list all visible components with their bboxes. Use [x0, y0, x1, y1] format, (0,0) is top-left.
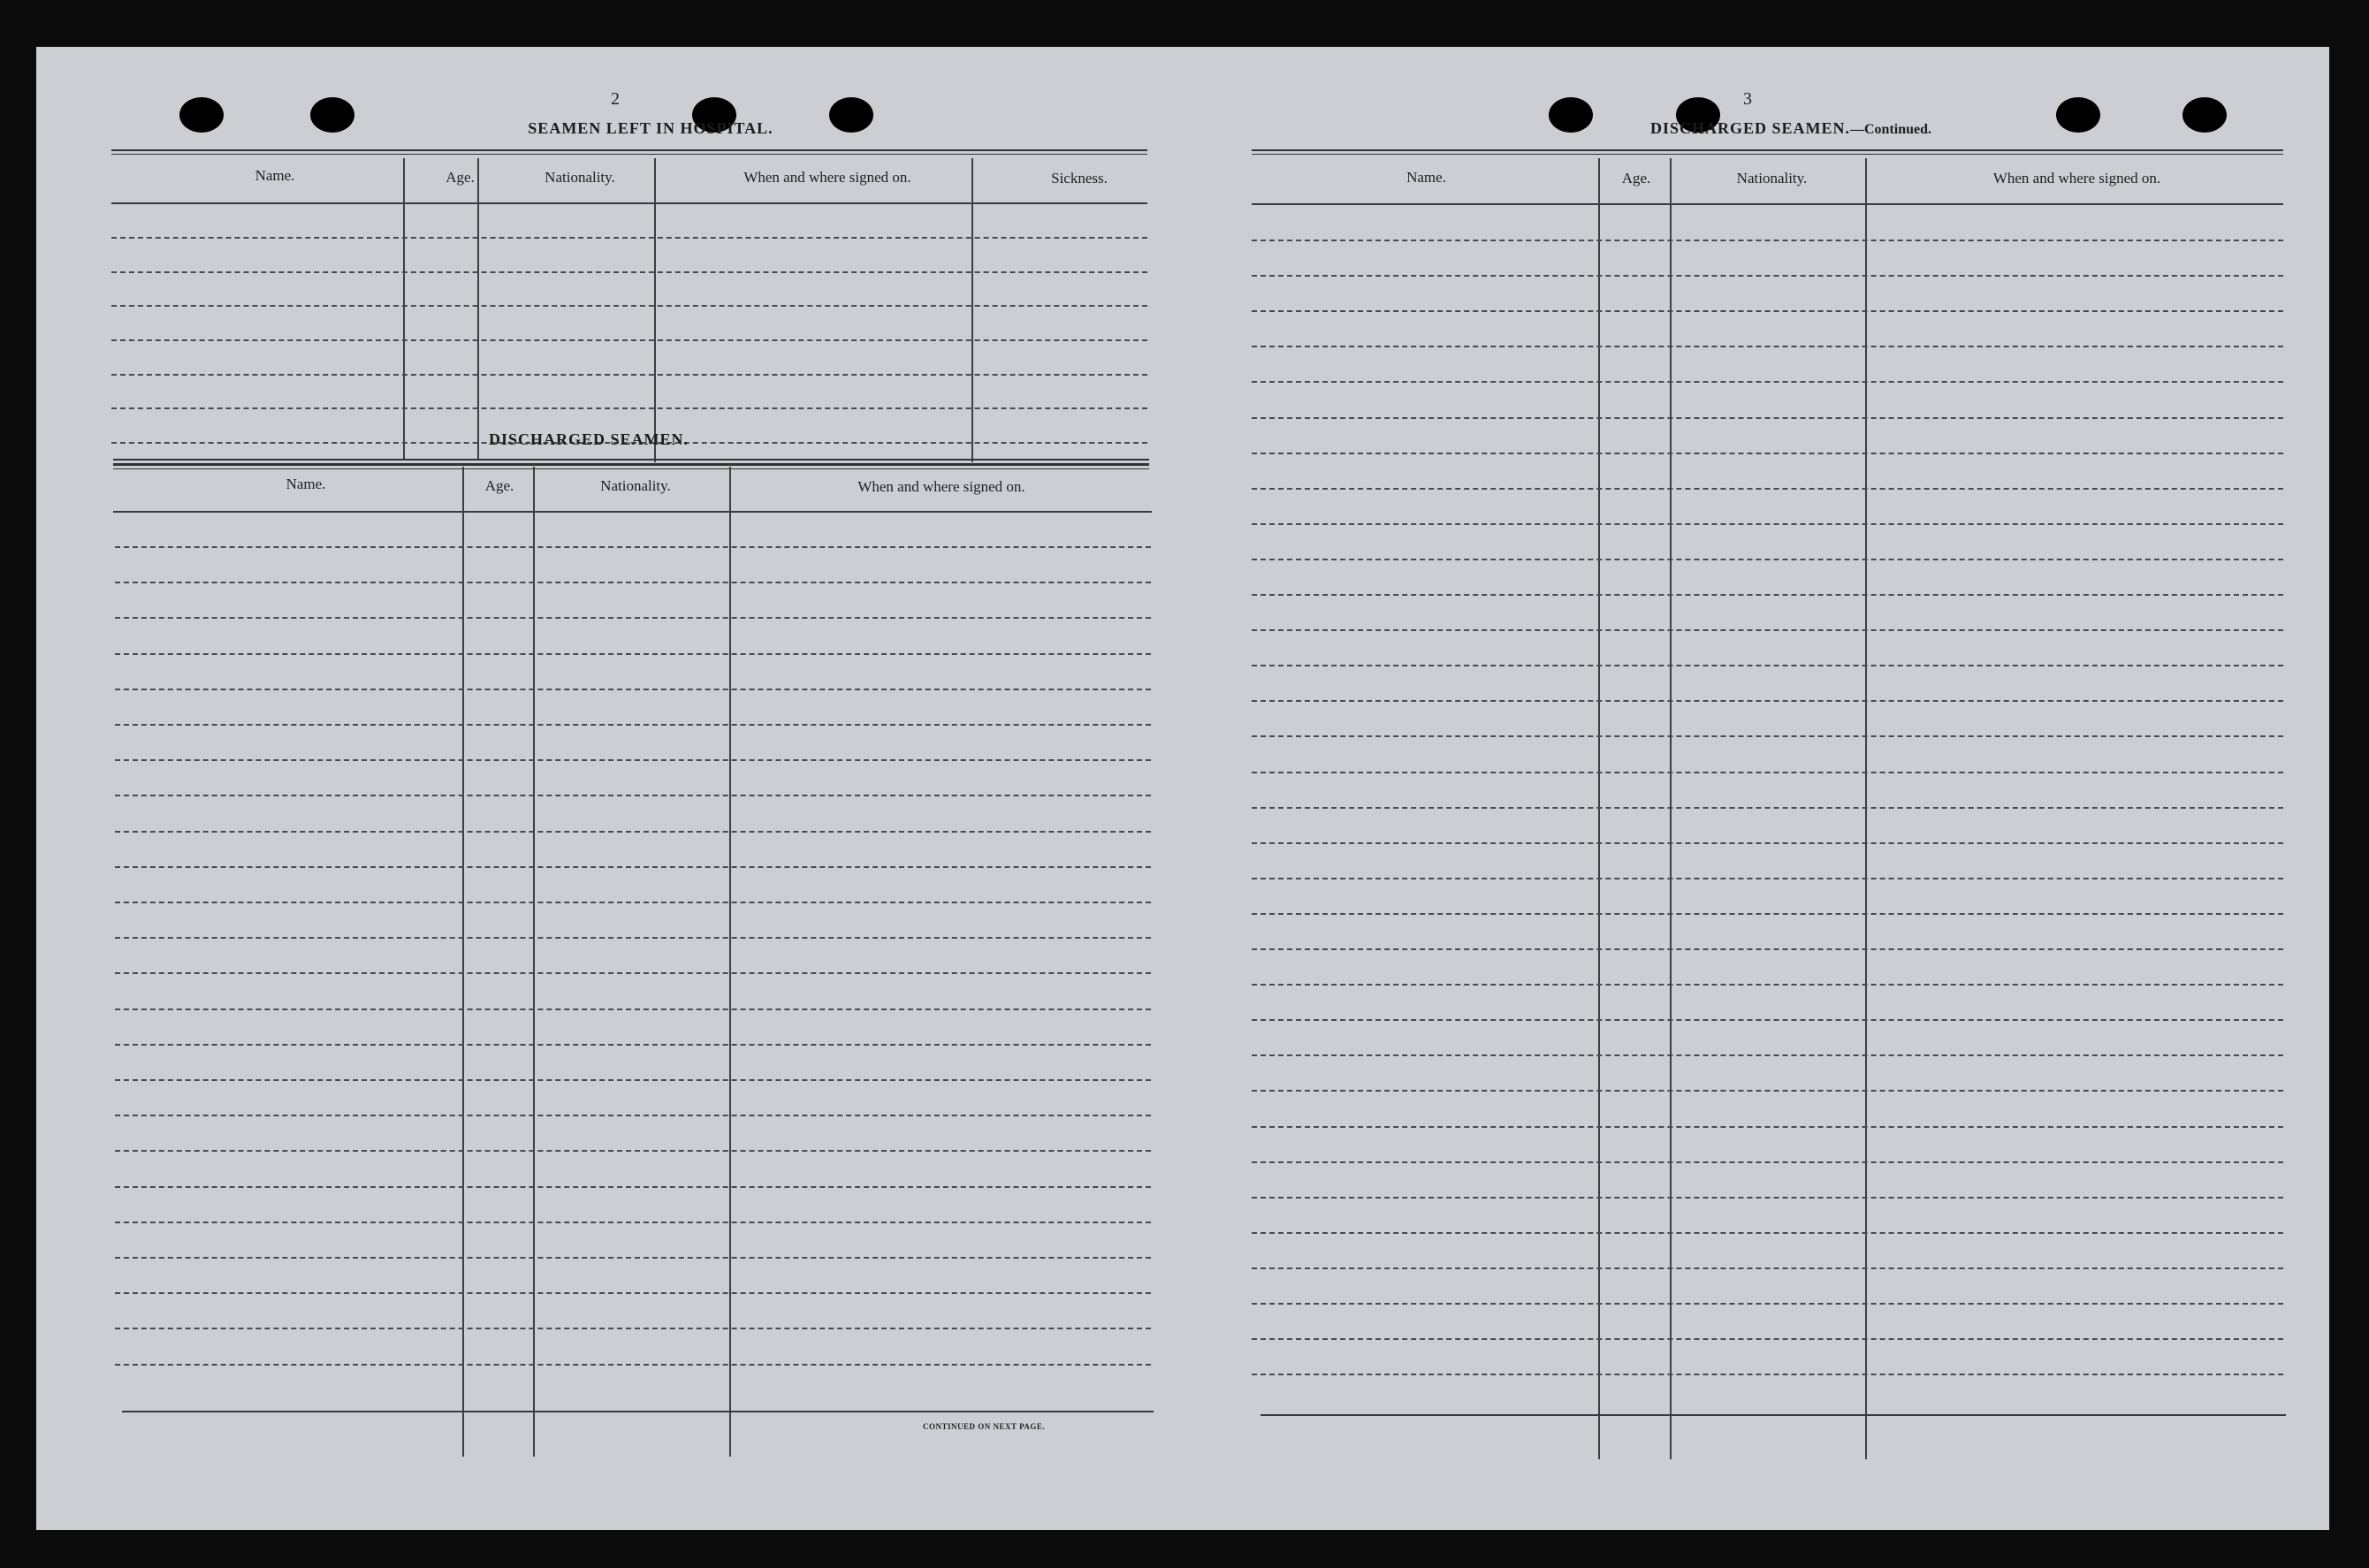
entry-line [115, 972, 1151, 974]
entry-line [115, 759, 1151, 761]
col-header-nationality: Nationality. [1736, 170, 1808, 186]
entry-line [1252, 735, 2283, 737]
entry-line [115, 653, 1151, 655]
entry-line [115, 617, 1151, 619]
entry-line [1252, 1267, 2283, 1269]
entry-line [1252, 381, 2283, 383]
entry-line [115, 1364, 1151, 1366]
entry-line [115, 1150, 1151, 1152]
top-rule [111, 149, 1147, 155]
discharged-section-title: DISCHARGED SEAMEN. [488, 430, 689, 448]
entry-line [1252, 807, 2283, 809]
column-divider [533, 467, 535, 1457]
entry-line [1252, 948, 2283, 950]
page-number: 2 [611, 89, 620, 109]
col-header-signed-on: When and where signed on. [857, 478, 1025, 495]
entry-line [1252, 913, 2283, 915]
entry-line [111, 271, 1147, 273]
col-header-name: Name. [255, 167, 295, 184]
entry-line [1252, 629, 2283, 631]
entry-line [1252, 1054, 2283, 1056]
entry-line [1252, 1090, 2283, 1092]
top-rule [1252, 149, 2283, 155]
section-rule [113, 464, 1149, 469]
entry-line [115, 1115, 1151, 1116]
header-rule [1252, 203, 2283, 205]
header-rule [113, 511, 1152, 513]
column-divider [654, 158, 656, 462]
bottom-rule [122, 1411, 1154, 1412]
entry-line [115, 1044, 1151, 1046]
punch-hole [310, 97, 354, 133]
entry-line [115, 582, 1151, 583]
entry-line [115, 795, 1151, 796]
entry-line [1252, 310, 2283, 312]
discharged-top-rule [113, 459, 1149, 464]
entry-line [111, 237, 1147, 239]
entry-line [111, 407, 1147, 409]
entry-line [115, 1292, 1151, 1294]
hospital-section-title: SEAMEN LEFT IN HOSPITAL. [528, 119, 773, 137]
entry-line [111, 305, 1147, 307]
entry-line [1252, 1019, 2283, 1021]
entry-line [115, 724, 1151, 726]
discharged-continued-title [1592, 119, 1990, 138]
col-header-nationality: Nationality. [600, 477, 671, 494]
entry-line [1252, 240, 2283, 241]
entry-line [1252, 523, 2283, 525]
punch-hole [2056, 97, 2100, 133]
entry-line [1252, 559, 2283, 560]
entry-line [1252, 1161, 2283, 1163]
punch-hole [1549, 97, 1593, 133]
entry-line [115, 1328, 1151, 1329]
entry-line [1252, 346, 2283, 347]
entry-line [1252, 1232, 2283, 1234]
entry-line [1252, 1197, 2283, 1199]
col-header-sickness: Sickness. [1051, 170, 1108, 186]
entry-line [115, 1186, 1151, 1188]
entry-line [1252, 1303, 2283, 1305]
column-divider [1865, 158, 1867, 1459]
col-header-nationality: Nationality. [545, 169, 615, 186]
entry-line [115, 866, 1151, 868]
bottom-rule [1261, 1414, 2286, 1416]
entry-line [115, 1009, 1151, 1010]
entry-line [1252, 417, 2283, 419]
column-divider [477, 158, 479, 461]
entry-line [1252, 1338, 2283, 1340]
col-header-age: Age. [446, 169, 475, 186]
entry-line [115, 689, 1151, 690]
entry-line [111, 339, 1147, 341]
column-divider [1598, 158, 1600, 1459]
continued-note: CONTINUED ON NEXT PAGE. [923, 1422, 1046, 1431]
column-divider [971, 158, 973, 462]
entry-line [1252, 772, 2283, 773]
col-header-age: Age. [484, 477, 514, 494]
punch-hole [829, 97, 873, 133]
col-header-signed-on: When and where signed on. [743, 169, 911, 186]
column-divider [729, 467, 731, 1457]
entry-line [115, 902, 1151, 903]
col-header-name: Name. [286, 476, 326, 492]
entry-line [115, 1257, 1151, 1259]
punch-hole [2182, 97, 2227, 133]
entry-line [1252, 665, 2283, 666]
title-main: DISCHARGED SEAMEN. [1649, 119, 1850, 137]
header-rule [111, 202, 1147, 204]
entry-line [111, 374, 1147, 376]
entry-line [1252, 842, 2283, 844]
entry-line [115, 937, 1151, 939]
page-number: 3 [1743, 89, 1752, 109]
title-suffix: —Continued. [1850, 122, 1932, 137]
col-header-age: Age. [1621, 170, 1651, 186]
entry-line [115, 1079, 1151, 1081]
column-divider [1670, 158, 1672, 1459]
entry-line [1252, 700, 2283, 702]
form-sheet [36, 47, 2329, 1530]
entry-line [1252, 488, 2283, 490]
entry-line [1252, 275, 2283, 277]
entry-line [1252, 1126, 2283, 1128]
column-divider [462, 467, 464, 1457]
entry-line [115, 546, 1151, 548]
entry-line [115, 831, 1151, 833]
col-header-name: Name. [1406, 169, 1446, 186]
col-header-signed-on: When and where signed on. [1992, 170, 2161, 186]
column-divider [403, 158, 405, 461]
entry-line [1252, 984, 2283, 986]
punch-hole [179, 97, 224, 133]
entry-line [1252, 878, 2283, 879]
entry-line [1252, 594, 2283, 596]
entry-line [1252, 453, 2283, 454]
entry-line [115, 1222, 1151, 1223]
entry-line [1252, 1374, 2283, 1375]
